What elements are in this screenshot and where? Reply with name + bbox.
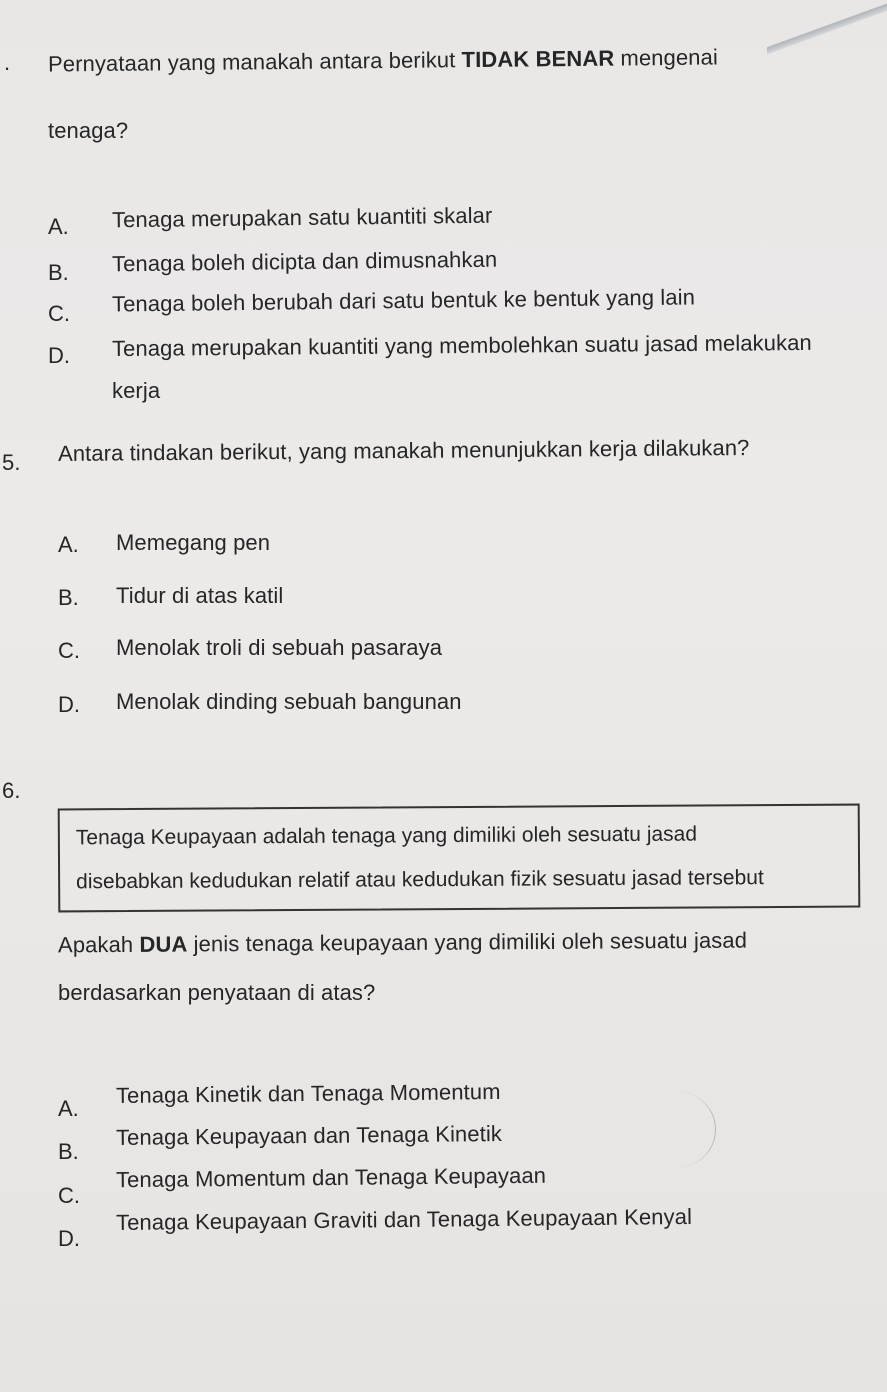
option-label: B.	[58, 585, 79, 610]
question-stem-line2: berdasarkan penyataan di atas?	[58, 980, 376, 1005]
statement-line2: disebabkan kedudukan relatif atau kedudukan fizik sesuatu jasad tersebut	[76, 866, 764, 894]
option-label: C.	[48, 301, 70, 326]
question-number: 6.	[2, 778, 21, 803]
option-label: A.	[58, 1096, 79, 1121]
option-label: D.	[48, 343, 70, 368]
option-text: Tenaga merupakan kuantiti yang membolehkan suatu jasad melakukan	[111, 329, 812, 362]
question-number: 5.	[2, 450, 21, 475]
option-text: Tenaga boleh dicipta dan dimusnahkan	[111, 246, 498, 277]
question-number: .	[4, 50, 11, 75]
question-stem: Antara tindakan berikut, yang manakah menunjukkan kerja dilakukan?	[57, 434, 750, 467]
option-text: Memegang pen	[116, 530, 271, 555]
option-label: D.	[58, 1226, 80, 1251]
option-text: Tenaga boleh berubah dari satu bentuk ke bentuk yang lain	[111, 284, 696, 317]
faint-pencil-mark	[670, 1092, 716, 1167]
statement-box	[58, 804, 861, 913]
option-label: D.	[58, 692, 80, 717]
option-label: C.	[58, 1183, 80, 1208]
option-label: A.	[58, 532, 79, 557]
option-text: Tenaga Keupayaan Graviti dan Tenaga Keupayaan Kenyal	[115, 1203, 693, 1236]
option-text: Tenaga merupakan satu kuantiti skalar	[111, 202, 493, 233]
option-text: Tidur di atas katil	[116, 583, 284, 608]
paper-edge-shadow	[767, 0, 887, 60]
question-stem-line1: Apakah DUA jenis tenaga keupayaan yang dimiliki oleh sesuatu jasad	[57, 927, 748, 958]
option-text: Tenaga Kinetik dan Tenaga Momentum	[115, 1078, 501, 1109]
option-text: Tenaga Keupayaan dan Tenaga Kinetik	[115, 1120, 503, 1151]
emphasis-text: TIDAK BENAR	[461, 45, 615, 73]
option-label: C.	[58, 638, 80, 663]
option-text: Menolak dinding sebuah bangunan	[116, 689, 462, 714]
emphasis-text: DUA	[139, 931, 188, 957]
option-label: B.	[58, 1139, 79, 1164]
option-label: A.	[48, 214, 69, 239]
option-text: Menolak troli di sebuah pasaraya	[116, 635, 443, 660]
option-label: B.	[48, 260, 69, 285]
statement-line1: Tenaga Keupayaan adalah tenaga yang dimiliki oleh sesuatu jasad	[75, 822, 698, 850]
option-text-continued: kerja	[112, 378, 161, 403]
question-stem-line1: Pernyataan yang manakah antara berikut TIDAK BENAR mengenai	[47, 44, 719, 77]
option-text: Tenaga Momentum dan Tenaga Keupayaan	[115, 1162, 547, 1193]
question-stem-line2: tenaga?	[48, 118, 129, 143]
